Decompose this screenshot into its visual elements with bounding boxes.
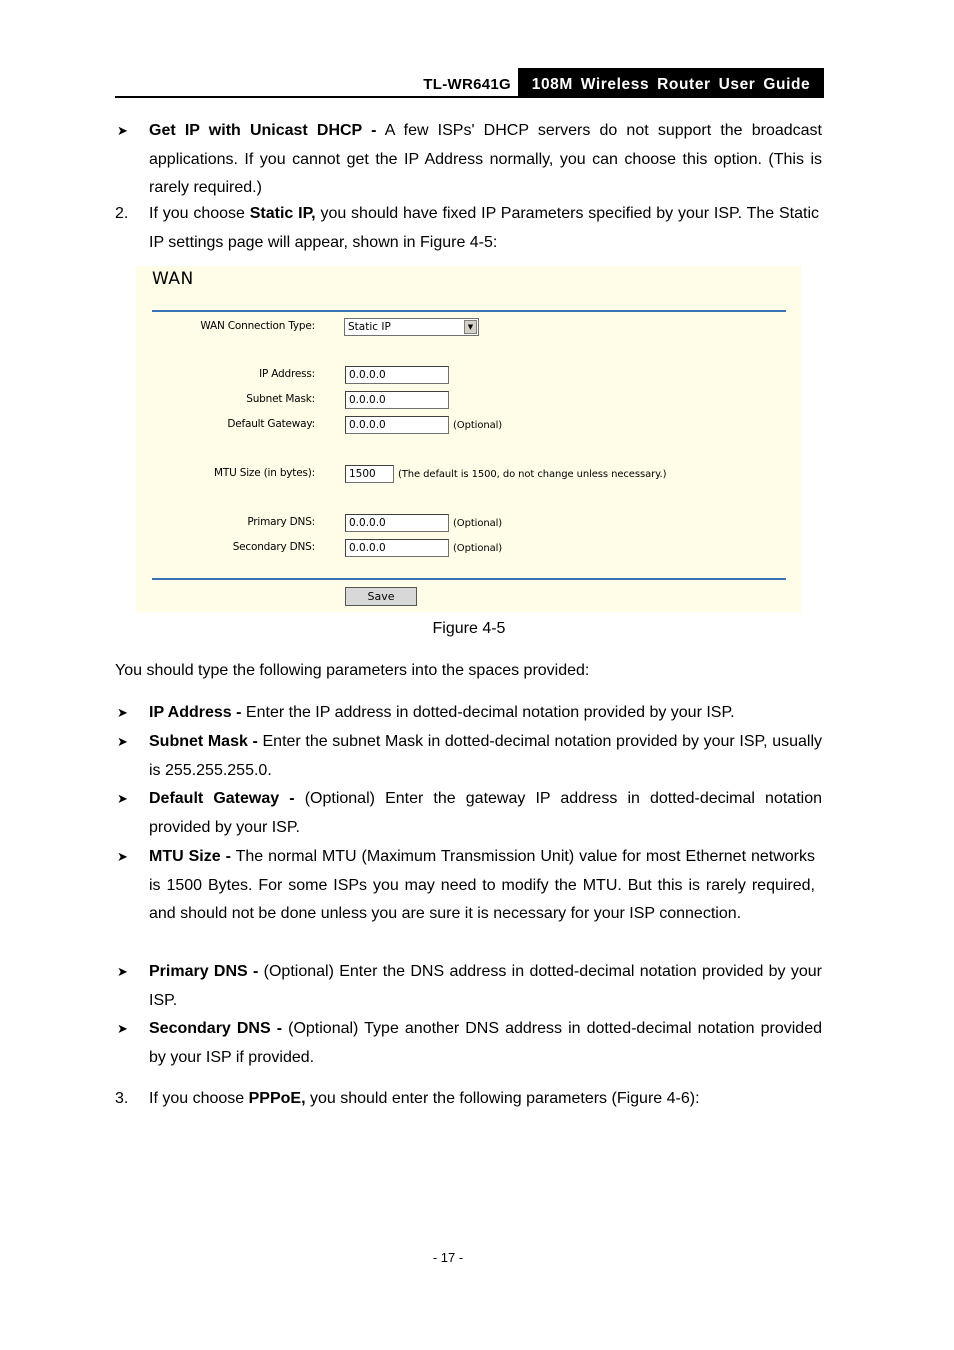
bullet-text: The normal MTU (Maximum Transmission Unit) value for most Ethernet networks is 1500 Bytes. For some ISPs you may need to modify the MTU. But this is rarely required, and should not be done unless you are sure it is necessary for your ISP connection. [149, 848, 815, 922]
bullet-term: Default Gateway - [149, 790, 295, 807]
page-number: - 17 - [432, 1250, 464, 1265]
header-title: 108M Wireless Router User Guide [518, 68, 824, 97]
bullet-mtu-size [149, 843, 815, 929]
bullet-text: (Optional) Type another DNS address in dotted-decimal notation provided by your ISP if provided. [149, 1020, 822, 1066]
bullet-term: Secondary DNS - [149, 1020, 283, 1037]
step3-paragraph [149, 1085, 822, 1114]
ip-address-label: IP Address: [259, 368, 315, 380]
bullet-arrow-icon: ➤ [117, 123, 128, 138]
bullet-text: (Optional) Enter the gateway IP address in dotted-decimal notation provided by your ISP. [149, 790, 822, 836]
wan-connection-type-value: Static IP [348, 321, 391, 333]
intro-bullet-text: A few ISPs' DHCP servers do not support the broadcast applications. If you cannot get the IP Address normally, you can choose this option. (This is rarely required.) [149, 122, 823, 196]
bullet-arrow-icon: ➤ [117, 705, 128, 720]
default-gateway-label: Default Gateway: [227, 418, 315, 430]
step3-bold: PPPoE, [248, 1090, 306, 1107]
header-model: TL-WR641G [423, 76, 511, 93]
step2-before: If you choose [149, 205, 250, 222]
step3-number: 3. [115, 1090, 129, 1107]
default-gateway-note: (Optional) [453, 420, 503, 431]
bullet-ip-address [149, 699, 822, 728]
mtu-size-input[interactable]: 1500 [345, 465, 394, 483]
bullet-term: Subnet Mask - [149, 733, 258, 750]
wan-connection-type-label: WAN Connection Type: [200, 320, 315, 332]
secondary-dns-input[interactable]: 0.0.0.0 [345, 539, 449, 557]
bullet-term: IP Address - [149, 704, 242, 721]
mtu-size-label: MTU Size (in bytes): [214, 467, 315, 479]
bullet-arrow-icon: ➤ [117, 1021, 128, 1036]
step2-number: 2. [115, 205, 129, 222]
step2-after: you should have fixed IP Parameters specified by your ISP. The Static IP settings page will appear, shown in Figure 4-5: [149, 205, 819, 251]
intro-bullet [149, 117, 822, 203]
bullet-subnet-mask [149, 728, 822, 785]
chevron-down-icon[interactable]: ▼ [464, 320, 477, 334]
bullet-arrow-icon: ➤ [117, 964, 128, 979]
bullet-text: Enter the subnet Mask in dotted-decimal notation provided by your ISP, usually is 255.255.255.0. [149, 733, 822, 779]
save-button[interactable]: Save [345, 587, 417, 606]
secondary-dns-note: (Optional) [453, 543, 503, 554]
bullet-primary-dns [149, 958, 822, 1015]
lead-sentence: You should type the following parameters into the spaces provided: [115, 662, 590, 679]
intro-bullet-term: Get IP with Unicast DHCP - [149, 122, 377, 139]
mtu-size-note: (The default is 1500, do not change unless necessary.) [398, 469, 667, 480]
divider-top [152, 310, 786, 312]
wan-connection-type-select[interactable] [344, 318, 479, 336]
subnet-mask-input[interactable]: 0.0.0.0 [345, 391, 449, 409]
wan-settings-figure [136, 266, 801, 612]
primary-dns-label: Primary DNS: [247, 516, 315, 528]
bullet-default-gateway [149, 785, 822, 842]
bullet-arrow-icon: ➤ [117, 849, 128, 864]
bullet-term: Primary DNS - [149, 963, 259, 980]
step2-bold: Static IP, [249, 205, 316, 222]
page-header [115, 68, 824, 98]
step3-after: you should enter the following parameters (Figure 4-6): [305, 1090, 700, 1107]
ip-address-input[interactable]: 0.0.0.0 [345, 366, 449, 384]
primary-dns-note: (Optional) [453, 518, 503, 529]
bullet-text: Enter the IP address in dotted-decimal notation provided by your ISP. [241, 704, 735, 721]
bullet-text: (Optional) Enter the DNS address in dotted-decimal notation provided by your ISP. [149, 963, 822, 1009]
wan-title: WAN [152, 269, 194, 289]
bullet-term: MTU Size - [149, 848, 231, 865]
figure-caption: Figure 4-5 [432, 620, 506, 637]
step2-paragraph [149, 200, 819, 257]
subnet-mask-label: Subnet Mask: [246, 393, 315, 405]
step3-before: If you choose [149, 1090, 249, 1107]
divider-bottom [152, 578, 786, 580]
bullet-secondary-dns [149, 1015, 822, 1072]
primary-dns-input[interactable]: 0.0.0.0 [345, 514, 449, 532]
bullet-arrow-icon: ➤ [117, 791, 128, 806]
secondary-dns-label: Secondary DNS: [232, 541, 315, 553]
bullet-arrow-icon: ➤ [117, 734, 128, 749]
default-gateway-input[interactable]: 0.0.0.0 [345, 416, 449, 434]
